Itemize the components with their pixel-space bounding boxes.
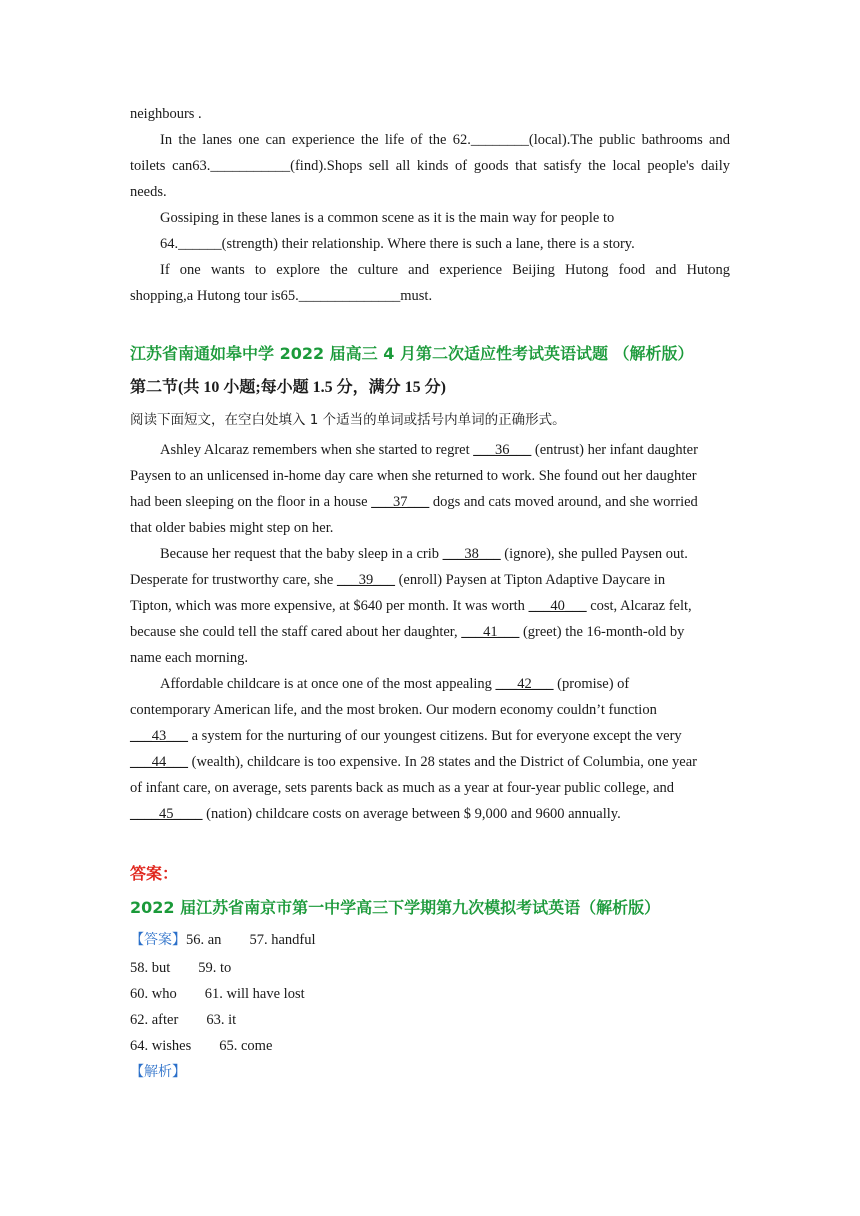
text: (nation) childcare costs on average between $ 9,000 and 9600 annually. — [202, 806, 621, 822]
text: (enroll) Paysen at Tipton Adaptive Daycare in — [394, 572, 666, 588]
text: Tipton, which was more expensive, at $640 per month. It was worth — [130, 598, 529, 614]
answer-row — [130, 1036, 730, 1056]
text: If one wants to explore the culture and experience Beijing Hutong food and Hutong — [160, 262, 730, 278]
answer-row — [130, 984, 730, 1004]
text: (entrust) her infant daughter — [531, 442, 698, 458]
text: a system for the nurturing of our youngest citizens. But for everyone except the very — [188, 728, 682, 744]
text: (promise) of — [553, 676, 630, 692]
blank-39: ___39___ — [336, 572, 395, 588]
answer-label: 答案： — [130, 864, 179, 883]
answer-item: 56. an — [186, 932, 222, 948]
answer-item: 62. after — [130, 1012, 179, 1028]
analysis-tag: 【解析】 — [130, 1064, 186, 1080]
passage-line — [130, 286, 730, 306]
passage-line — [130, 156, 730, 176]
passage-line: Paysen to an unlicensed in-home day care when she returned to work. She found out her daughter — [130, 468, 697, 484]
text: In the lanes one can experience the life of the 62. — [160, 132, 471, 148]
answer-tag: 【答案】 — [130, 932, 186, 948]
passage-line — [130, 752, 730, 772]
answer-item: 63. it — [206, 1012, 237, 1028]
blank-62: ________ — [470, 132, 529, 148]
passage-line — [160, 234, 730, 254]
text: Affordable childcare is at once one of the most appealing — [160, 676, 496, 692]
passage-line — [160, 674, 730, 694]
text: toilets can63. — [130, 158, 211, 174]
answer-row — [130, 958, 730, 978]
source-title: 江苏省南通如皋中学 2022 届高三 4 月第二次适应性考试英语试题 （解析版） — [130, 344, 694, 363]
text: (wealth), childcare is too expensive. In 28 states and the District of Columbia, one year — [188, 754, 697, 770]
passage-line — [130, 104, 730, 124]
passage-line: that older babies might step on her. — [130, 520, 334, 536]
answer-item: 61. will have lost — [204, 986, 305, 1002]
passage-line — [130, 596, 730, 616]
answer-item: 64. wishes — [130, 1038, 192, 1054]
text: neighbours . — [130, 106, 202, 122]
blank-36: ___36___ — [473, 442, 532, 458]
blank-43: ___43___ — [130, 728, 188, 744]
text: Ashley Alcaraz remembers when she started to regret — [160, 442, 474, 458]
answer-source-title: 2022 届江苏省南京市第一中学高三下学期第九次模拟考试英语（解析版） — [130, 898, 661, 917]
instruction: 阅读下面短文，在空白处填入 1 个适当的单词或括号内单词的正确形式。 — [130, 412, 566, 428]
blank-45: ____45____ — [130, 806, 203, 822]
passage-line: of infant care, on average, sets parents back as much as a year at four-year public college, and — [130, 780, 675, 796]
text: (greet) the 16-month-old by — [519, 624, 685, 640]
passage-line — [130, 804, 730, 824]
blank-44: ___44___ — [130, 754, 188, 770]
passage-line — [160, 208, 730, 228]
passage-line — [130, 726, 730, 746]
answer-row — [130, 930, 730, 950]
text: cost, Alcaraz felt, — [586, 598, 692, 614]
text: dogs and cats moved around, and she worried — [429, 494, 698, 510]
blank-40: ___40___ — [528, 598, 587, 614]
text: because she could tell the staff cared about her daughter, — [130, 624, 462, 640]
section-heading: 第二节(共 10 小题;每小题 1.5 分，满分 15 分) — [130, 379, 446, 396]
passage-line — [130, 622, 730, 642]
blank-37: ___37___ — [371, 494, 430, 510]
text: 64. — [160, 236, 179, 252]
passage-line — [130, 182, 730, 202]
blank-41: ___41___ — [461, 624, 520, 640]
blank-42: ___42___ — [495, 676, 554, 692]
text: had been sleeping on the floor in a house — [130, 494, 372, 510]
blank-65: ______________ — [298, 288, 401, 304]
analysis-row — [130, 1062, 730, 1082]
blank-38: ___38___ — [442, 546, 501, 562]
answer-item: 65. come — [219, 1038, 273, 1054]
passage-line — [160, 260, 730, 280]
answer-item: 59. to — [198, 960, 232, 976]
passage-line — [160, 440, 730, 460]
passage-line — [160, 544, 730, 564]
passage-line: name each morning. — [130, 650, 248, 666]
text: needs. — [130, 184, 167, 200]
text: Desperate for trustworthy care, she — [130, 572, 337, 588]
text: (strength) their relationship. Where there is such a lane, there is a story. — [221, 236, 635, 252]
answer-item: 57. handful — [249, 932, 316, 948]
passage-line — [130, 492, 730, 512]
passage-line: contemporary American life, and the most broken. Our modern economy couldn’t function — [130, 702, 657, 718]
text: (find).Shops sell all kinds of goods that satisfy the local people's daily — [290, 158, 730, 174]
text: (ignore), she pulled Paysen out. — [500, 546, 688, 562]
text: shopping,a Hutong tour is65. — [130, 288, 299, 304]
answer-row — [130, 1010, 730, 1030]
text: must. — [400, 288, 433, 304]
blank-64: ______ — [178, 236, 222, 252]
answer-item: 58. but — [130, 960, 171, 976]
text: Because her request that the baby sleep in a crib — [160, 546, 443, 562]
text: Gossiping in these lanes is a common scene as it is the main way for people to — [160, 210, 615, 226]
answer-item: 60. who — [130, 986, 177, 1002]
passage-line — [160, 130, 730, 150]
passage-line — [130, 570, 730, 590]
text: (local).The public bathrooms and — [528, 132, 730, 148]
blank-63: ___________ — [210, 158, 291, 174]
